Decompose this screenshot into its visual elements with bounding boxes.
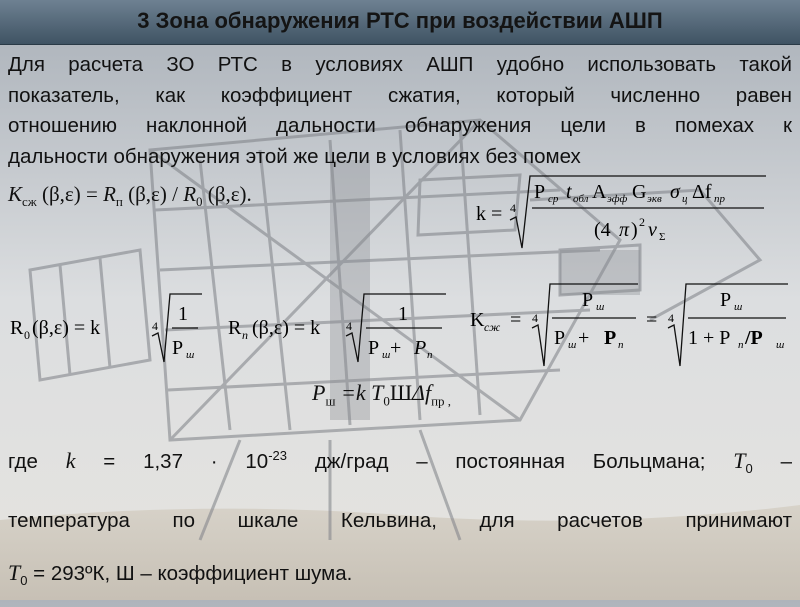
noise-p-sub: ш	[325, 393, 336, 409]
noise-df-sub: пр ,	[431, 393, 452, 409]
r0-lhs: R	[10, 317, 24, 339]
k-num-p: P	[534, 181, 546, 203]
intro-line: дальности обнаружения этой же цели в условиях без помех	[8, 144, 581, 168]
where-c: дж/град – постоянная Больцмана;	[287, 449, 734, 473]
intro-paragraph	[8, 50, 792, 172]
definitions-line: температура по шкале Кельвина, для расчетов принимают	[8, 508, 792, 532]
where-t2: T	[8, 559, 21, 585]
definitions-line	[8, 430, 792, 495]
rp-num: 1	[398, 303, 408, 325]
kszh-f2-den-sub1: п	[738, 339, 744, 351]
kszh-root-index-1: 4	[532, 311, 538, 325]
formula-k-lhs: k =	[476, 203, 503, 225]
kszh-f2-den-one: 1 + P	[688, 327, 731, 349]
kszh-f2-num: P	[720, 289, 732, 311]
where-t: T	[733, 447, 746, 473]
k-num-sigma-sub: ц	[682, 193, 688, 205]
formula-k-root-index: 4	[510, 201, 516, 215]
rp-den-plus: +	[390, 337, 402, 359]
rp-subscript: п	[115, 194, 123, 210]
kszh-root-index-2: 4	[668, 311, 674, 325]
noise-power-formula	[312, 380, 451, 409]
where-b: = 1,37 · 10	[75, 449, 269, 473]
rp-den-b: P	[414, 337, 427, 359]
where-exp: -23	[268, 448, 288, 463]
rp-den-a: P	[368, 337, 380, 359]
rp-lhs-arg: (β,ε) = k	[252, 317, 321, 339]
r0-num: 1	[178, 303, 188, 325]
k-symbol: К	[8, 182, 22, 206]
k-num-g-sub: экв	[647, 193, 662, 205]
where-d: –	[752, 449, 792, 473]
where-e: = 293ºК, Ш – коэффициент шума.	[27, 561, 353, 585]
ratio-text: (β,ε).	[202, 182, 252, 206]
k-num-g: G	[632, 181, 647, 203]
r0-lhs-sub: 0	[24, 328, 30, 342]
r0-symbol: R	[183, 182, 197, 206]
ratio-text: (β,ε) /	[122, 182, 184, 206]
k-num-a: A	[592, 181, 607, 203]
rp-den-a-sub: ш	[382, 349, 391, 361]
kszh-f1-num-sub: ш	[596, 301, 605, 313]
intro-line: показатель, как коэффициент сжатия, который численно равен	[8, 83, 792, 107]
title-bar	[0, 0, 800, 45]
where-k: k	[65, 447, 76, 473]
kszh-f1-den-plus: +	[578, 327, 590, 349]
intro-line: отношению наклонной дальности обнаружения цели в помехах к	[8, 114, 792, 137]
noise-t-sub: 0	[383, 393, 390, 409]
r0-den: P	[172, 337, 184, 359]
kszh-f2-num-sub: ш	[734, 301, 743, 313]
k-num-p-sub: ср	[548, 193, 559, 205]
formula-r0	[10, 288, 210, 368]
k-den-exp: 2	[639, 215, 645, 229]
rp-symbol: R	[103, 182, 116, 206]
k-num-sigma: σ	[670, 181, 680, 203]
intro-line: Для расчета ЗО РТС в условиях АШП удобно использовать такой	[8, 53, 792, 76]
r0-lhs-arg: (β,ε) = k	[32, 317, 101, 339]
k-num-df: Δf	[692, 181, 712, 203]
compression-ratio-definition	[8, 182, 252, 210]
k-den-pi: π	[619, 219, 630, 241]
k-num-t-sub: обл	[573, 193, 589, 205]
rp-den-b-sub: п	[427, 349, 433, 361]
kszh-f2-den-div: /P	[745, 327, 763, 349]
k-den-b: )	[631, 219, 638, 241]
kszh-eq2: =	[646, 309, 658, 331]
noise-df: Δf	[412, 380, 432, 405]
kszh-f1-den-a-sub: ш	[568, 339, 577, 351]
k-den-nu-sub: Σ	[659, 231, 666, 243]
ratio-text: (β,ε) =	[36, 182, 104, 206]
slide-title: 3 Зона обнаружения РТС при воздействии АШП	[137, 8, 663, 33]
rp-root-index: 4	[346, 319, 352, 333]
k-num-df-sub: пр	[714, 193, 725, 205]
formula-rp	[228, 288, 458, 368]
kszh-lhs-sub: сж	[484, 320, 501, 334]
rp-lhs-sub: п	[242, 328, 248, 342]
definitions-paragraph	[8, 430, 792, 607]
kszh-f2-den-sub2: ш	[776, 339, 785, 351]
where-a: где	[8, 449, 66, 473]
k-subscript: сж	[21, 194, 37, 210]
k-num-a-sub: эфф	[607, 193, 628, 205]
noise-eq: =k T	[335, 380, 384, 405]
formula-kszh	[470, 280, 795, 375]
rp-lhs: R	[228, 317, 242, 339]
noise-sh: Ш	[389, 380, 413, 405]
kszh-lhs: K	[470, 309, 485, 331]
k-den-nu: ν	[648, 219, 657, 241]
kszh-eq1: =	[510, 309, 522, 331]
k-den-a: (4	[594, 219, 611, 241]
formula-k	[474, 172, 774, 254]
where-t-sub: 0	[745, 460, 753, 476]
noise-p: P	[312, 380, 326, 405]
r0-den-sub: ш	[186, 349, 195, 361]
k-num-t: t	[566, 181, 572, 203]
kszh-f1-num: P	[582, 289, 594, 311]
kszh-f1-den-a: P	[554, 327, 566, 349]
kszh-f1-den-b: P	[604, 327, 617, 349]
r0-subscript: 0	[196, 194, 203, 210]
definitions-line	[8, 547, 792, 607]
r0-root-index: 4	[152, 319, 158, 333]
kszh-f1-den-b-sub: п	[618, 339, 624, 351]
where-t2-sub: 0	[20, 573, 28, 589]
